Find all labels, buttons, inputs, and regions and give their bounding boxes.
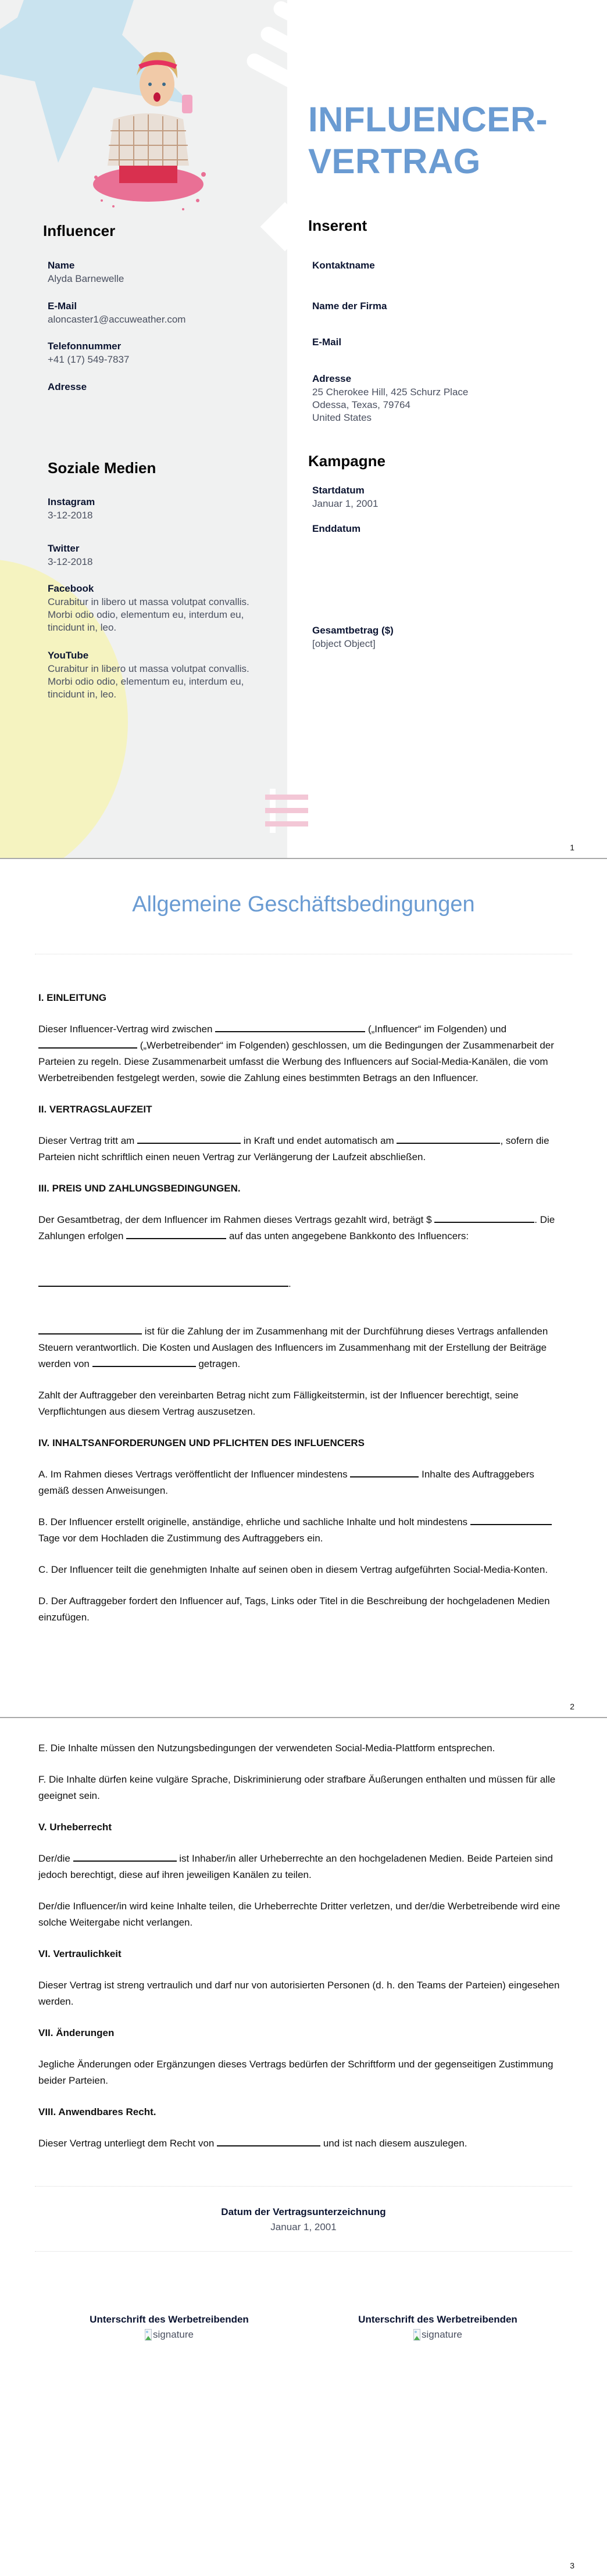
clause-e: E. Die Inhalte müssen den Nutzungsbedingungen der verwendeten Social-Media-Plattform entsprechen. [38, 1743, 495, 1754]
section-paragraph: Der/die Influencer/in wird keine Inhalte teilen, die Urheberrechte Dritter verletzen, und der/die Werbetreibende wird eine solche Weitergabe nicht verlangen. [38, 1901, 560, 1928]
signature-image[interactable] [413, 2329, 462, 2341]
field-value: Januar 1, 2001 [312, 498, 379, 509]
field-label: YouTube [48, 650, 89, 661]
end-date-field [312, 522, 533, 536]
signing-date [0, 2206, 607, 2233]
section-heading: VI. Vertraulichkeit [38, 1948, 122, 1959]
notch-decoration [260, 202, 287, 252]
field-label: Adresse [312, 373, 352, 384]
blank-field[interactable] [470, 1515, 552, 1525]
signature-alt-text: signature [153, 2329, 194, 2340]
field-value: 3-12-2018 [48, 510, 93, 521]
advertiser-panel [287, 0, 607, 858]
blank-field[interactable] [137, 1133, 241, 1144]
advertiser-address-field [312, 372, 533, 424]
advertiser-heading: Inserent [308, 217, 367, 234]
section-heading: VII. Änderungen [38, 2027, 115, 2038]
page-number: 3 [570, 2561, 574, 2570]
advertiser-email-field [312, 335, 533, 349]
campaign-heading: Kampagne [308, 452, 385, 470]
section-heading: VIII. Anwendbares Recht. [38, 2106, 156, 2117]
section-paragraph: Dieser Vertrag unterliegt dem Recht von und ist nach diesem auszulegen. [38, 2135, 567, 2152]
influencer-name-field [48, 259, 269, 285]
section-paragraph: Der Gesamtbetrag, der dem Influencer im Rahmen dieses Vertrags gezahlt wird, beträgt $ . Die Zahlungen erfolgen auf das unten angegebene Bankkonto des Influencers: [38, 1212, 567, 1244]
field-value: Curabitur in libero ut massa volutpat convallis. Morbi odio odio, elementum eu, interdum eu, tincidunt in, leo. [48, 663, 249, 700]
terms-body-part-2 [38, 1740, 567, 2152]
start-date-field [312, 484, 533, 510]
title-line-2: VERTRAG [308, 142, 481, 181]
influencer-address-field [48, 380, 269, 394]
clause-d: D. Der Auftraggeber fordert den Influencer auf, Tags, Links oder Titel in die Beschreibung der hochgeladenen Medien einzufügen. [38, 1595, 550, 1623]
page-1-cover [0, 0, 607, 858]
blank-field[interactable] [38, 1324, 142, 1334]
divider [35, 2251, 572, 2252]
blank-field[interactable] [38, 1038, 137, 1049]
influencer-phone-field [48, 339, 269, 366]
section-paragraph: Jegliche Änderungen oder Ergänzungen dieses Vertrags bedürfen der Schriftform und der gegenseitigen Zustimmung beider Parteien. [38, 2059, 554, 2086]
section-paragraph: Dieser Vertrag tritt am in Kraft und endet automatisch am , sofern die Parteien nicht schriftlich einen neuen Vertrag zur Verlängerung der Laufzeit abschließen. [38, 1133, 567, 1165]
bank-account-line: . [38, 1276, 567, 1292]
stripes-decoration [227, 0, 287, 87]
field-label: E-Mail [48, 300, 77, 312]
field-label: Twitter [48, 543, 80, 554]
section-heading: IV. INHALTSANFORDERUNGEN UND PFLICHTEN DES INFLUENCERS [38, 1437, 365, 1448]
total-amount-field [312, 624, 533, 650]
instagram-field [48, 495, 269, 522]
blank-field[interactable] [38, 1276, 288, 1287]
signature-label: Unterschrift des Werbetreibenden [90, 2314, 249, 2325]
blank-field[interactable] [215, 1022, 365, 1032]
signature-alt-text: signature [422, 2329, 462, 2340]
field-label: E-Mail [312, 337, 342, 348]
field-label: Name der Firma [312, 300, 387, 312]
field-label: Enddatum [312, 523, 361, 534]
youtube-field [48, 649, 269, 701]
influencer-photo [78, 32, 221, 218]
blank-field[interactable] [350, 1467, 419, 1477]
section-paragraph: Dieser Influencer-Vertrag wird zwischen („Influencer“ im Folgenden) und („Werbetreibender“ im Folgenden) geschlossen, um die Bedingungen der Zusammenarbeit der Parteien zu regeln. Diese Zusammenarbeit umfasst die Werbung des Influencers auf Social-Media-Kanälen, die vom Werbetreibenden festgelegt werden, sowie die Zahlung eines bestimmten Betrags an den Influencer. [38, 1021, 567, 1086]
page-3-terms-signing [0, 1718, 607, 2576]
influencer-panel [0, 0, 287, 858]
address-line: United States [312, 412, 372, 423]
clause-f: F. Die Inhalte dürfen keine vulgäre Sprache, Diskriminierung oder strafbare Äußerungen enthalten und müssen für alle geeignet sein. [38, 1774, 556, 1801]
broken-image-icon [145, 2329, 152, 2341]
page-2-terms [0, 859, 607, 1717]
section-paragraph: Der/die ist Inhaber/in aller Urheberrechte an den hochgeladenen Medien. Beide Parteien sind jedoch berechtigt, diese auf ihren jeweiligen Kanälen zu teilen. [38, 1851, 567, 1883]
field-label: Facebook [48, 583, 94, 594]
blank-field[interactable] [217, 2136, 320, 2146]
signature-block-second [342, 2314, 534, 2344]
section-heading: II. VERTRAGSLAUFZEIT [38, 1104, 152, 1115]
signature-label: Unterschrift des Werbetreibenden [358, 2314, 517, 2325]
section-paragraph: Zahlt der Auftraggeber den vereinbarten Betrag nicht zum Fälligkeitstermin, ist der Influencer berechtigt, seine Verpflichtungen aus diesem Vertrag auszusetzen. [38, 1390, 519, 1417]
address-line: Odessa, Texas, 79764 [312, 399, 410, 410]
terms-title: Allgemeine Geschäftsbedingungen [132, 892, 475, 917]
divider [35, 2186, 572, 2187]
contact-name-field [312, 259, 533, 273]
page-number: 1 [570, 843, 574, 852]
section-paragraph: ist für die Zahlung der im Zusammenhang mit der Durchführung dieses Vertrags anfallenden Steuern verantwortlich. Die Kosten und Auslagen des Influencers im Zusammenhang mit der Erstellung der Beiträge werden von getragen. [38, 1323, 567, 1372]
field-label: Startdatum [312, 485, 365, 496]
blank-field[interactable] [73, 1851, 177, 1862]
field-label: Telefonnummer [48, 341, 122, 352]
address-line: 25 Cherokee Hill, 425 Schurz Place [312, 387, 469, 398]
section-heading: I. EINLEITUNG [38, 992, 107, 1003]
blank-field[interactable] [434, 1212, 534, 1223]
broken-image-icon [413, 2329, 420, 2341]
blank-field[interactable] [397, 1133, 500, 1144]
influencer-email-field [48, 299, 269, 326]
signing-date-value: Januar 1, 2001 [270, 2221, 337, 2232]
terms-body-part-1 [38, 990, 567, 1626]
field-value: [object Object] [312, 638, 376, 649]
signature-block-advertiser [73, 2314, 265, 2344]
clause-b: B. Der Influencer erstellt originelle, anständige, ehrliche und sachliche Inhalte und holt mindestens Tage vor dem Hochladen die Zustimmung des Auftraggebers ein. [38, 1514, 567, 1547]
page-number: 2 [570, 1702, 574, 1711]
field-label: Kontaktname [312, 260, 375, 271]
section-paragraph: Dieser Vertrag ist streng vertraulich und darf nur von autorisierten Personen (d. h. den Teams der Parteien) eingesehen werden. [38, 1980, 560, 2007]
twitter-field [48, 542, 269, 568]
field-label: Instagram [48, 496, 95, 507]
signature-image[interactable] [145, 2329, 194, 2341]
blank-field[interactable] [126, 1229, 226, 1239]
clause-c: C. Der Influencer teilt die genehmigten Inhalte auf seinen oben in diesem Vertrag aufgeführten Social-Media-Konten. [38, 1564, 548, 1575]
clause-a: A. Im Rahmen dieses Vertrags veröffentlicht der Influencer mindestens Inhalte des Auftraggebers gemäß dessen Anweisungen. [38, 1466, 567, 1499]
document-title [308, 99, 548, 183]
field-label: Name [48, 260, 75, 271]
blank-field[interactable] [92, 1357, 196, 1367]
title-line-1: INFLUENCER- [308, 100, 548, 139]
facebook-field [48, 582, 269, 634]
field-label: Adresse [48, 381, 87, 392]
pink-lines-decoration [265, 789, 308, 833]
field-value: 3-12-2018 [48, 556, 93, 567]
field-value: aloncaster1@accuweather.com [48, 314, 186, 325]
company-name-field [312, 299, 533, 313]
field-value: +41 (17) 549-7837 [48, 354, 130, 365]
field-label: Gesamtbetrag ($) [312, 625, 394, 636]
signing-date-label: Datum der Vertragsunterzeichnung [221, 2206, 386, 2217]
influencer-heading: Influencer [43, 222, 116, 239]
social-media-heading: Soziale Medien [48, 459, 156, 477]
section-heading: III. PREIS UND ZAHLUNGSBEDINGUNGEN. [38, 1183, 241, 1194]
field-value: Alyda Barnewelle [48, 273, 124, 284]
field-value: Curabitur in libero ut massa volutpat convallis. Morbi odio odio, elementum eu, interdum eu, tincidunt in, leo. [48, 596, 249, 633]
section-heading: V. Urheberrecht [38, 1822, 112, 1833]
